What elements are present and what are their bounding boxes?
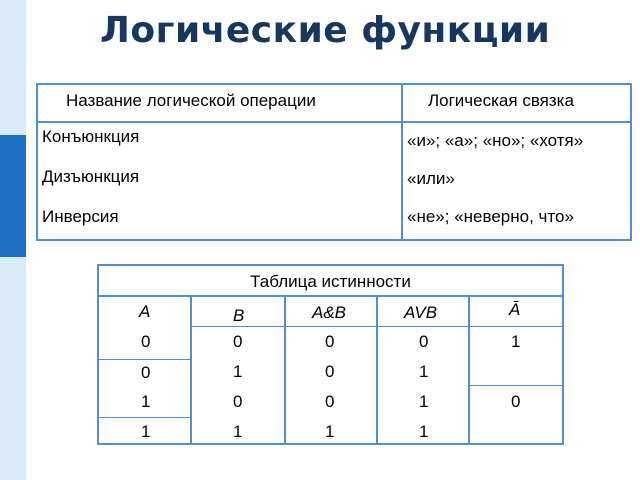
truth-table-row-divider [470, 385, 562, 386]
truth-table-col-divider [284, 297, 286, 443]
slide-title: Логические функции [100, 10, 551, 51]
header-divider [38, 121, 630, 123]
truth-table-col-divider [468, 297, 470, 443]
cell-b-row4: 1 [233, 422, 243, 441]
row-disjunction-name: Дизъюнкция [42, 167, 140, 186]
header-or: AVB [404, 303, 438, 322]
header-b: B [233, 306, 245, 325]
truth-table-row-divider [99, 417, 192, 418]
cell-or-row2: 1 [419, 362, 429, 381]
cell-and-row3: 0 [325, 392, 335, 411]
cell-a-row2: 0 [141, 363, 151, 382]
truth-table-caption-divider [99, 295, 562, 297]
row-disjunction-connective: «или» [407, 169, 455, 188]
truth-table-col-divider [376, 297, 378, 443]
cell-b-row3: 0 [233, 392, 243, 411]
cell-b-row2: 1 [233, 362, 243, 381]
row-inversion-connective: «не»; «неверно, что» [407, 207, 574, 226]
truth-table-col-divider [190, 295, 192, 443]
cell-or-row4: 1 [419, 422, 429, 441]
header-connective: Логическая связка [428, 91, 574, 110]
cell-or-row3: 1 [419, 392, 429, 411]
cell-a-row4: 1 [141, 422, 151, 441]
cell-not-a-row1: 1 [511, 332, 521, 351]
cell-a-row1: 0 [141, 332, 151, 351]
row-conjunction-connective: «и»; «а»; «но»; «хотя» [407, 131, 584, 150]
cell-not-a-row2: 0 [511, 392, 521, 411]
truth-table-row-divider [99, 359, 192, 360]
logic-operations-table [36, 83, 632, 241]
cell-b-row1: 0 [233, 332, 243, 351]
header-a: A [139, 302, 151, 321]
header-and: A&B [312, 303, 347, 322]
truth-table-caption: Таблица истинности [250, 272, 411, 291]
truth-table [97, 264, 564, 445]
cell-and-row4: 1 [325, 422, 335, 441]
header-operation-name: Название логической операции [66, 91, 316, 110]
cell-and-row1: 0 [325, 332, 335, 351]
column-divider [401, 85, 403, 239]
cell-a-row3: 1 [141, 392, 151, 411]
cell-and-row2: 0 [325, 362, 335, 381]
truth-table-row-divider [192, 326, 562, 327]
row-conjunction-name: Конъюнкция [42, 127, 140, 146]
row-inversion-name: Инверсия [42, 207, 119, 226]
left-accent-bar [0, 135, 26, 257]
header-not-a: Ā [509, 300, 521, 319]
cell-or-row1: 0 [419, 332, 429, 351]
